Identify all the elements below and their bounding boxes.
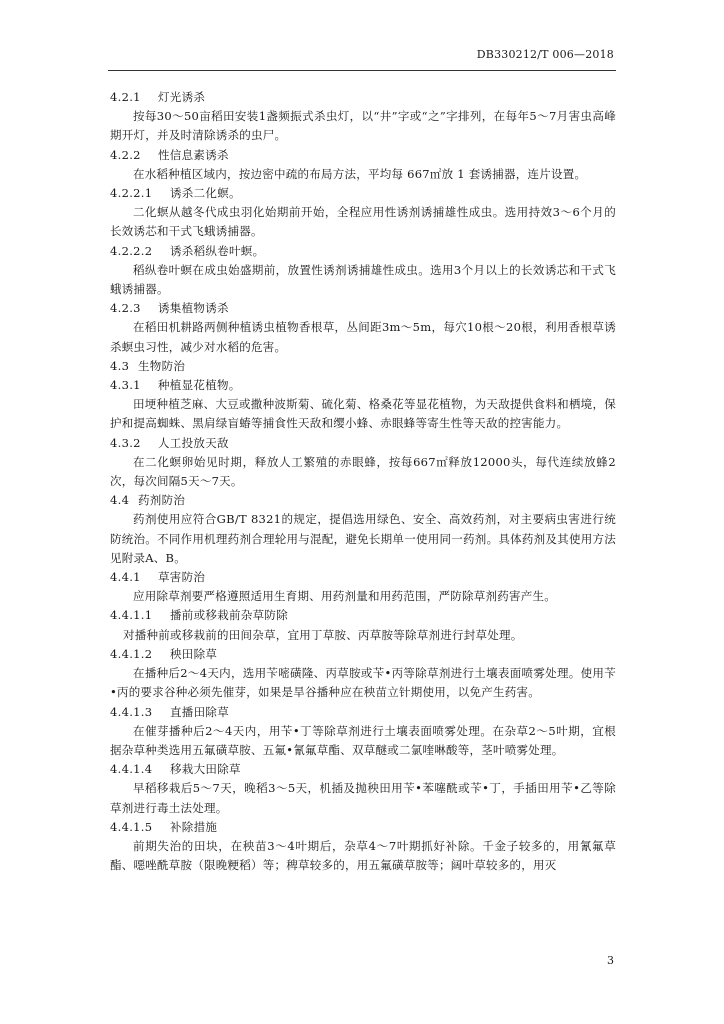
section-heading: [110, 88, 616, 107]
section-heading: [110, 184, 616, 203]
section-heading: [110, 491, 616, 510]
section-title: 药剂防治: [138, 493, 186, 508]
section-number: 4.4.1: [110, 570, 141, 585]
header-rule: [108, 70, 616, 71]
section-title: 补除措施: [170, 819, 218, 834]
body-paragraph: 对播种前或移栽前的田间杂草，宜用丁草胺、丙草胺等除草剂进行封草处理。: [123, 627, 523, 642]
page-number: 3: [607, 954, 614, 967]
section-heading: [110, 606, 616, 625]
section-number: 4.2.2.2: [110, 243, 153, 258]
section-heading: [110, 568, 616, 587]
section-number: 4.3: [110, 358, 130, 373]
section-title: 诱集植物诱杀: [158, 301, 229, 316]
section-number: 4.3.2: [110, 435, 141, 450]
body-paragraph: 应用除草剂要严格遵照适用生育期、用药剂量和用药范围，严防除草剂药害产生。: [133, 589, 556, 604]
body-paragraph: 在催芽播种后2～4天内，用苄•丁等除草剂进行土壤表面喷雾处理。在杂草2～5叶期，宜根据杂草种类选用五氟磺草胺、五氟•氰氟草酯、双草醚或二氯喹啉酸等，茎叶喷雾处理。: [110, 723, 616, 757]
body-paragraph: 在稻田机耕路两侧种植诱虫植物香根草，丛间距3m～5m，每穴10根～20根，利用香根草诱杀螟虫习性，减少对水稻的危害。: [110, 320, 616, 354]
section-number: 4.4.1.2: [110, 646, 153, 661]
section-heading: [110, 357, 616, 376]
section-number: 4.4.1.1: [110, 608, 153, 623]
body-paragraph: 在二化螟卵始见时期，释放人工繁殖的赤眼蜂，按每667㎡释放12000头，每代连续放蜂2次，每次间隔5天～7天。: [110, 454, 616, 489]
section-heading: [110, 146, 616, 165]
section-number: 4.4.1.3: [110, 704, 153, 719]
section-heading: [110, 703, 616, 722]
section-number: 4.3.1: [110, 378, 141, 393]
section-heading: [110, 299, 616, 318]
document-code-header: DB330212/T 006—2018: [476, 48, 614, 61]
document-body: [110, 88, 616, 875]
section-title: 种植显花植物。: [158, 378, 241, 393]
body-paragraph: 二化螟从越冬代成虫羽化始期前开始，全程应用性诱剂诱捕雄性成虫。选用持效3～6个月的长效诱芯和干式飞蛾诱捕器。: [110, 205, 616, 239]
body-paragraph: 田埂种植芝麻、大豆或撒种波斯菊、硫化菊、格桑花等显花植物，为天敌提供食料和栖境，保护和提高蜘蛛、黑肩绿盲蝽等捕食性天敌和缨小蜂、赤眼蜂等寄生性等天敌的控害能力。: [110, 397, 616, 431]
section-title: 性信息素诱杀: [158, 147, 229, 162]
section-heading: [110, 818, 616, 837]
section-title: 诱杀二化螟。: [170, 186, 241, 201]
section-title: 人工投放天敌: [158, 435, 229, 450]
section-heading: [110, 242, 616, 261]
body-paragraph: 早稻移栽后5～7天，晚稻3～5天，机插及抛秧田用苄•苯噻酰或苄•丁，手插田用苄•乙等除草剂进行毒土法处理。: [110, 781, 616, 815]
section-number: 4.4: [110, 493, 130, 508]
section-title: 播前或移栽前杂草防除: [170, 608, 288, 623]
section-title: 直播田除草: [170, 704, 229, 719]
section-heading: [110, 376, 616, 395]
section-heading: [110, 645, 616, 664]
section-title: 生物防治: [138, 358, 186, 373]
section-number: 4.2.2.1: [110, 186, 153, 201]
body-paragraph: 在水稻种植区域内，按边密中疏的布局方法，平均每 667㎡放 1 套诱捕器，连片设置。: [133, 166, 587, 181]
section-title: 秧田除草: [170, 646, 218, 661]
section-title: 诱杀稻纵卷叶螟。: [170, 243, 265, 258]
section-number: 4.4.1.5: [110, 819, 153, 834]
body-paragraph: 稻纵卷叶螟在成虫始盛期前，放置性诱剂诱捕雄性成虫。选用3个月以上的长效诱芯和干式飞蛾诱捕器。: [110, 262, 616, 297]
section-number: 4.2.1: [110, 90, 141, 104]
section-title: 移栽大田除草: [170, 762, 241, 777]
body-paragraph: 药剂使用应符合GB/T 8321的规定，提倡选用绿色、安全、高效药剂，对主要病虫害进行统防统治。不同作用机理药剂合理轮用与混配，避免长期单一使用同一药剂。具体药剂及其使用方法见附录A、B。: [110, 512, 616, 565]
body-paragraph: 前期失治的田块，在秧苗3～4叶期后，杂草4～7叶期抓好补除。千金子较多的，用氰氟草酯、噁唑酰草胺（限晚粳稻）等；稗草较多的，用五氟磺草胺等；阔叶草较多的，用灭: [110, 838, 616, 873]
section-title: 草害防治: [158, 570, 206, 585]
body-paragraph: 在播种后2～4天内，选用苄嘧磺隆、丙草胺或苄•丙等除草剂进行土壤表面喷雾处理。使用苄•丙的要求谷种必须先催芽，如果是旱谷播种应在秧苗立针期使用，以免产生药害。: [110, 666, 616, 700]
section-title: 灯光诱杀: [158, 90, 206, 104]
section-number: 4.2.3: [110, 301, 141, 316]
section-heading: [110, 760, 616, 779]
body-paragraph: 按每30～50亩稻田安装1盏频振式杀虫灯，以“井”字或“之”字排列，在每年5～7月害虫高峰期开灯，并及时清除诱杀的虫尸。: [110, 109, 616, 143]
section-number: 4.2.2: [110, 147, 141, 162]
section-heading: [110, 434, 616, 453]
section-number: 4.4.1.4: [110, 762, 153, 777]
